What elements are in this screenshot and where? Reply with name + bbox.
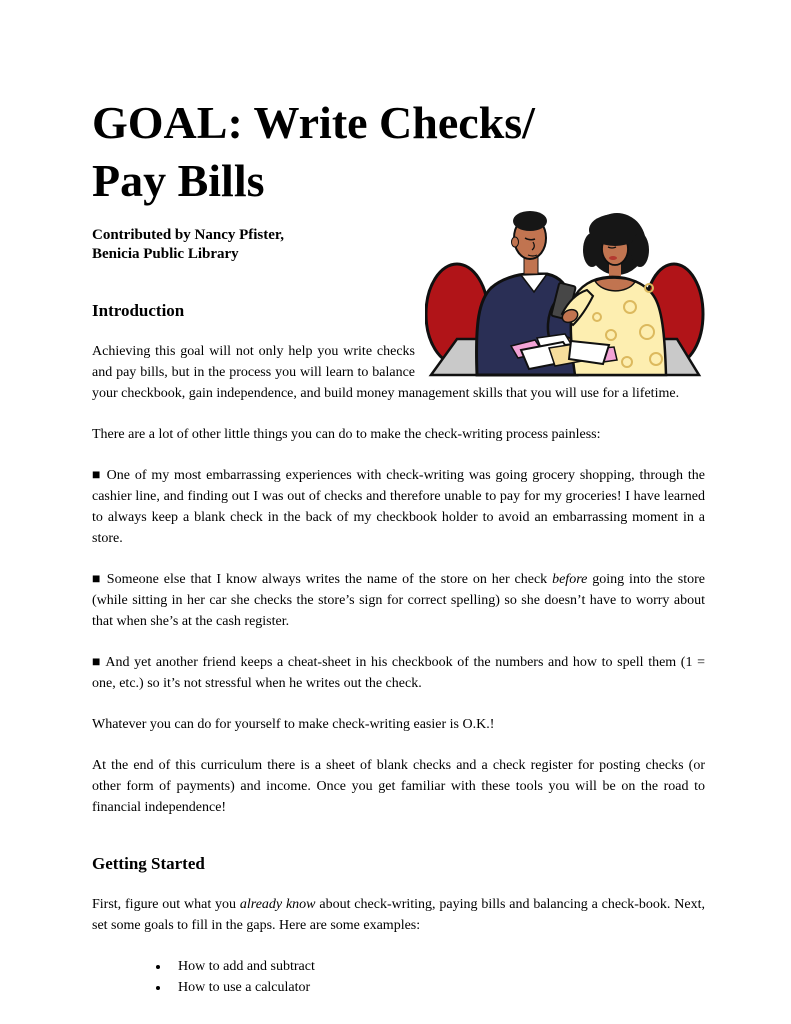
intro-paragraph-2: There are a lot of other little things you can do to make the check-writing process painless: (92, 426, 601, 442)
couple-paying-bills-clipart (425, 192, 705, 377)
paper (569, 341, 609, 364)
woman-hair-right (631, 233, 649, 267)
list-item: • How to use a calculator (170, 977, 705, 998)
intro-paragraph-1: Achieving this goal will not only help you write checks and pay bills, but in the process you will learn to balance your checkbook, gain independence, and build money management skills that you will use for a lifetime. (92, 343, 680, 401)
list-item: • How to add and subtract (170, 956, 705, 977)
tip-paragraph-3: ■ And yet another friend keeps a cheat-sheet in his checkbook of the numbers and how to spell them (1 = one, etc.) so it’s not stressful when he writes out the check. (92, 654, 705, 691)
woman-lips (609, 256, 617, 260)
byline-line2: Benicia Public Library (92, 246, 239, 263)
tip2-text: ■ Someone else that I know always writes the name of the store on her check (92, 571, 553, 587)
intro-paragraph-4: At the end of this curriculum there is a sheet of blank checks and a check register for posting checks (or other form of payments) and income. Once you get familiar with these tools you will be on the road to financial independence! (92, 757, 705, 815)
gs-text-end: about check-writing, paying bills and balancing a check-book. Next, set some goals to fill in the gaps. Here are some examples: (92, 896, 705, 933)
man-ear (512, 237, 519, 247)
page-title-line2: Pay Bills (92, 154, 265, 206)
byline-line1: Contributed by Nancy Pfister, (92, 226, 284, 243)
gs-italic: already know (239, 896, 316, 912)
man-hair (513, 211, 547, 231)
clipart-svg (425, 192, 705, 377)
woman-hair-left (583, 233, 601, 267)
section-heading-introduction: Introduction (92, 300, 185, 320)
tip2-text-end: going into the store (while sitting in her car she checks the store’s sign for correct spelling) so she doesn’t have to worry about that when she’s at the cash register. (92, 571, 705, 629)
section-heading-getting-started: Getting Started (92, 853, 205, 873)
example-goals-list (92, 956, 705, 998)
tip-paragraph-1: ■ One of my most embarrassing experiences with check-writing was going grocery shopping, through the cashier line, and finding out I was out of checks and therefore unable to pay for my groceries! I have learned to always keep a blank check in the back of my checkbook holder to avoid an embarrassing moment in a store. (92, 467, 705, 546)
page-title-line1: GOAL: Write Checks/ (92, 97, 535, 148)
gs-text: First, figure out what you (92, 896, 240, 912)
getting-started-paragraph (92, 894, 705, 936)
tip-paragraph-2 (92, 569, 705, 632)
intro-paragraph-3: Whatever you can do for yourself to make check-writing easier is O.K.! (92, 716, 495, 732)
tip2-italic: before (552, 571, 588, 587)
